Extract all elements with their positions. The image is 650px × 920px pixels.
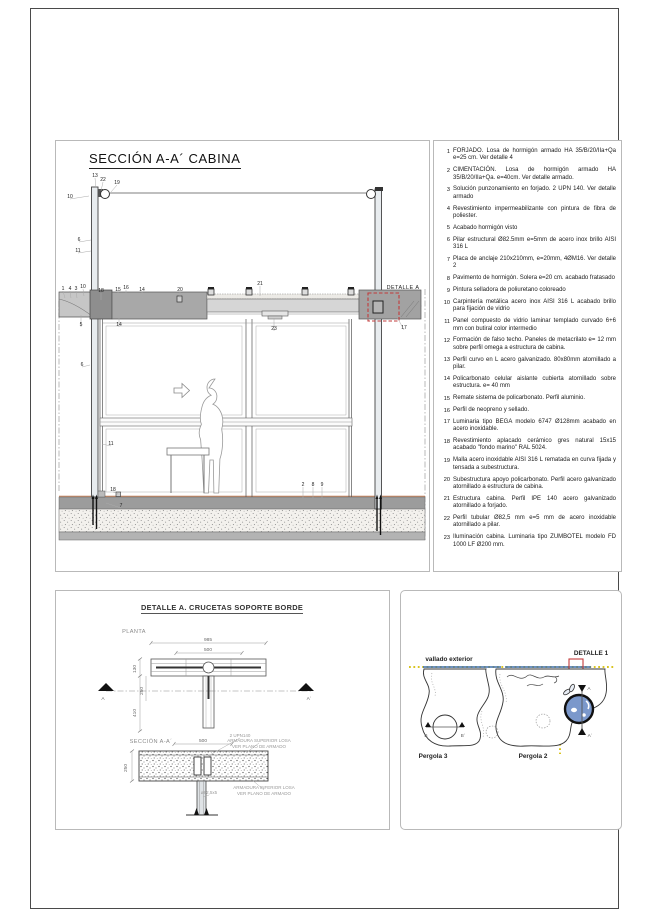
- note-text: Perfil curvo en L acero galvanizado. 80x80mm atornillado a pilar.: [453, 356, 616, 370]
- note-text: Perfil de neopreno y sellado.: [453, 407, 530, 414]
- svg-text:Pergola 2: Pergola 2: [518, 753, 548, 760]
- notes-panel: [433, 140, 622, 572]
- note-text: FORJADO. Losa de hormigón armado HA 35/B/20/IIa+Qa e=25 cm. Ver detalle 4: [453, 148, 616, 162]
- note-text: Malla acero inoxidable AISI 316 L rematada en curva fijada y tensada a subestructura.: [453, 457, 616, 471]
- right-pillar: [367, 187, 384, 509]
- note-item: [440, 318, 616, 333]
- note-text: Perfil tubular Ø82,5 mm e=5 mm de acero inoxidable atornillado a pilar.: [453, 515, 616, 529]
- svg-text:23: 23: [271, 326, 277, 332]
- svg-text:2 UPN140: 2 UPN140: [229, 733, 251, 738]
- note-text: Acabado hormigón visto: [453, 224, 518, 231]
- note-number: 21: [443, 496, 450, 503]
- svg-text:4: 4: [68, 286, 72, 292]
- note-number: 19: [443, 457, 450, 464]
- note-item: [440, 287, 616, 294]
- svg-text:22: 22: [100, 177, 106, 183]
- plan-view: [98, 641, 314, 733]
- note-item: [440, 407, 616, 414]
- note-text: Luminaria tipo BEGA modelo 6747 Ø128mm acabado en acero inoxidable.: [453, 418, 616, 433]
- note-text: Pilar estructural Ø82.5mm e=5mm de acero inox brillo AISI 316 L: [453, 236, 616, 251]
- note-item: [440, 256, 616, 271]
- svg-text:16: 16: [123, 285, 129, 291]
- svg-text:19: 19: [114, 180, 120, 186]
- section-view: [130, 742, 268, 815]
- note-item: [440, 477, 616, 492]
- svg-text:250: 250: [140, 686, 145, 696]
- svg-text:21: 21: [257, 281, 263, 287]
- note-text: Policarbonato celular aislante cubierta atornillado sobre estructura. e= 40 mm: [453, 375, 616, 390]
- note-number: 23: [443, 534, 450, 541]
- note-text: Subestructura apoyo policarbonato. Perfil acero galvanizado atornillado a estructura de cabina.: [453, 476, 616, 490]
- note-item: [440, 275, 616, 282]
- svg-text:10: 10: [67, 194, 73, 200]
- note-number: 3: [446, 186, 450, 193]
- cabin-glazing: [98, 319, 352, 497]
- note-item: [440, 148, 616, 163]
- left-pillar: [92, 187, 110, 497]
- svg-text:7: 7: [119, 503, 123, 509]
- svg-text:9: 9: [320, 482, 324, 488]
- note-text: Estructura cabina. Perfil IPE 140 acero galvanizado atornillado a forjado.: [453, 495, 616, 510]
- svg-text:14: 14: [116, 322, 122, 328]
- svg-text:6: 6: [80, 362, 84, 368]
- svg-text:10: 10: [80, 284, 86, 290]
- svg-text:18: 18: [98, 288, 104, 294]
- svg-text:vallado exterior: vallado exterior: [425, 656, 473, 663]
- svg-text:500: 500: [203, 648, 213, 653]
- note-item: [440, 419, 616, 434]
- svg-text:ø82,5x5: ø82,5x5: [200, 790, 218, 795]
- svg-text:PLANTA: PLANTA: [122, 629, 146, 635]
- note-number: 10: [443, 299, 450, 306]
- note-number: 16: [443, 407, 450, 414]
- person-figure: [199, 379, 223, 493]
- section-drawing-svg: [56, 141, 431, 573]
- note-number: 2: [446, 167, 450, 174]
- svg-text:20: 20: [177, 287, 183, 293]
- note-item: [440, 534, 616, 549]
- svg-text:A´: A´: [306, 697, 312, 702]
- svg-text:18: 18: [110, 487, 116, 493]
- note-number: 5: [446, 225, 450, 232]
- note-item: [440, 337, 616, 352]
- svg-text:14: 14: [139, 287, 145, 293]
- svg-text:A: A: [101, 697, 105, 702]
- svg-text:A´: A´: [587, 734, 593, 739]
- svg-text:DETALLE A: DETALLE A: [386, 285, 420, 291]
- note-number: 9: [446, 287, 450, 294]
- svg-text:5: 5: [79, 322, 83, 328]
- note-number: 14: [443, 376, 450, 383]
- note-number: 7: [446, 256, 450, 263]
- note-item: [440, 457, 616, 472]
- svg-text:17: 17: [401, 325, 407, 331]
- svg-text:8: 8: [311, 482, 315, 488]
- note-text: Placa de anclaje 210x210mm, e=20mm, 4ØM16. Ver detalle 2: [453, 256, 616, 270]
- ground: [59, 496, 425, 540]
- detail-a-title: DETALLE A. CRUCETAS SOPORTE BORDE: [141, 603, 304, 612]
- note-number: 4: [446, 206, 450, 213]
- section-title: SECCIÓN A-A´ CABINA: [89, 151, 241, 169]
- svg-text:ARMADURA SUPERIOR LOSA: ARMADURA SUPERIOR LOSA: [227, 738, 291, 743]
- key-plan-panel: [400, 590, 622, 830]
- svg-text:VER PLANO DE ARMADO: VER PLANO DE ARMADO: [236, 791, 292, 796]
- svg-text:6: 6: [77, 237, 81, 243]
- svg-text:1: 1: [61, 286, 65, 292]
- note-text: Carpintería metálica acero inox AISI 316 L acabado brillo para fijación de vidrio: [453, 299, 616, 313]
- note-text: Pintura selladora de poliuretano coloreado: [453, 287, 566, 294]
- note-item: [440, 167, 616, 182]
- svg-text:13: 13: [92, 173, 98, 179]
- note-item: [440, 515, 616, 530]
- notes-list: [440, 148, 616, 549]
- note-number: 22: [443, 515, 450, 522]
- note-item: [440, 299, 616, 314]
- note-number: 18: [443, 438, 450, 445]
- svg-text:15: 15: [115, 287, 121, 293]
- note-text: CIMENTACIÓN. Losa de hormigón armado HA 35/B/20/IIa+Qa. e=40cm. Ver detalle armado.: [453, 167, 616, 181]
- note-item: [440, 438, 616, 453]
- note-number: 12: [443, 337, 450, 344]
- note-item: [440, 376, 616, 391]
- svg-text:500: 500: [198, 739, 208, 744]
- note-item: [440, 225, 616, 232]
- svg-text:130: 130: [133, 664, 138, 674]
- svg-text:410: 410: [133, 708, 138, 718]
- note-number: 15: [443, 395, 450, 402]
- note-text: Remate sistema de policarbonato. Perfil aluminio.: [453, 395, 586, 402]
- svg-text:ARMADURA INFERIOR LOSA: ARMADURA INFERIOR LOSA: [233, 785, 295, 790]
- svg-text:11: 11: [75, 248, 81, 254]
- note-text: Iluminación cabina. Luminaria tipo ZUMBOTEL modelo FD 1000 LF Ø200 mm.: [453, 534, 616, 548]
- note-item: [440, 496, 616, 511]
- svg-text:11: 11: [108, 441, 114, 447]
- note-text: Revestimiento impermeabilizante con pintura de fibra de poliester.: [453, 205, 616, 219]
- note-number: 1: [446, 148, 450, 155]
- detail-a-panel: [55, 590, 390, 830]
- section-drawing-panel: [55, 140, 430, 572]
- svg-text:VER PLANO DE ARMADO: VER PLANO DE ARMADO: [231, 744, 287, 749]
- note-number: 17: [443, 419, 450, 426]
- note-item: [440, 395, 616, 402]
- note-item: [440, 206, 616, 221]
- note-text: Formación de falso techo. Paneles de metacrilato e= 12 mm sobre perfil omega a estructura de cabina.: [453, 337, 616, 351]
- svg-text:985: 985: [203, 638, 213, 643]
- note-text: Solución punzonamiento en forjado. 2 UPN 140. Ver detalle armado: [453, 186, 616, 200]
- svg-text:250: 250: [124, 763, 129, 773]
- direction-arrow: [174, 384, 190, 398]
- svg-text:2: 2: [301, 482, 305, 488]
- svg-text:SECCIÓN A-A´: SECCIÓN A-A´: [129, 739, 173, 745]
- section-callouts: [62, 173, 420, 509]
- key-plan-svg: [401, 591, 621, 829]
- svg-text:3: 3: [74, 286, 78, 292]
- note-text: Pavimento de hormigón. Solera e=20 cm. acabado fratasado: [453, 275, 615, 282]
- detail-a-svg: [56, 591, 391, 831]
- note-number: 20: [443, 477, 450, 484]
- ceiling-luminaire: [262, 311, 288, 319]
- note-item: [440, 237, 616, 252]
- note-number: 6: [446, 237, 450, 244]
- svg-text:B´: B´: [460, 734, 466, 739]
- svg-text:B: B: [424, 734, 428, 739]
- note-item: [440, 186, 616, 201]
- note-text: Panel compuesto de vidrio laminar templado curvado 6+6 mm con butiral color intermedio: [453, 318, 616, 332]
- svg-text:DETALLE 1: DETALLE 1: [573, 650, 609, 657]
- note-text: Revestimiento aplacado cerámico gres natural 15x15 acabado "fondo marino" RAL 5024.: [453, 438, 616, 452]
- note-number: 11: [444, 318, 450, 325]
- note-number: 8: [446, 275, 450, 282]
- roof-assembly: [59, 287, 421, 321]
- note-item: [440, 357, 616, 372]
- svg-text:Pergola 3: Pergola 3: [418, 753, 448, 760]
- note-number: 13: [443, 357, 450, 364]
- svg-text:A: A: [587, 687, 591, 692]
